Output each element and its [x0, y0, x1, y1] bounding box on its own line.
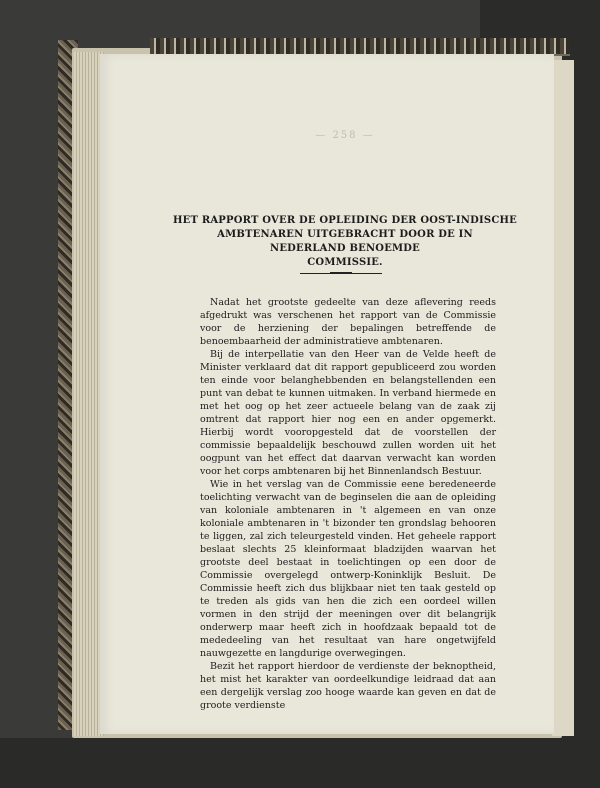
background-bottom [0, 738, 600, 788]
paragraph: Bij de interpellatie van den Heer van de Velde heeft de Minister verklaard dat dit rapport gepubliceerd zou worden ten einde voor belanghebbenden en belangstellenden een punt van debat te kunnen uitmaken. In verband hiermede en met het oog op het zeer actueele belang van de zaak zij omtrent dat rapport hier nog een en ander opgemerkt. Hierbij wordt vooropgesteld dat de voorstellen der commissie bepaaldelijk beschouwd zullen worden uit het oogpunt van het effect dat daarvan verwacht kan worden voor het corps ambtenaren bij het Binnenlandsch Bestuur. [200, 349, 496, 477]
paragraph: Bezit het rapport hierdoor de verdienste der beknoptheid, het mist het karakter van oordeelkundige leidraad dat aan een dergelijk verslag zoo hooge waarde kan geven en dat de groote verdienste [200, 661, 496, 711]
paragraph: Wie in het verslag van de Commissie eene beredeneerde toelichting verwacht van de beginselen die aan de opleiding van koloniale ambtenaren in 't algemeen en van onze koloniale ambtenaren in 't bizonder ten grondslag behooren te liggen, zal zich teleurgesteld vinden. Het geheele rapport beslaat slechts 25 kleinformaat bladzijden waarvan het grootste deel bestaat in toelichtingen op een door de Commissie overgelegd ontwerp-Koninklijk Besluit. De Commissie heeft zich dus blijkbaar niet ten taak gesteld op te treden als gids van hen die zich een oordeel willen vormen in den strijd der meeningen over dit belangrijk onderwerp maar heeft zich in hoofdzaak bepaald tot de mededeeling van het resultaat van hare ongetwijfeld nauwgezette en langdurige overwegingen. [200, 479, 496, 659]
title-line: AMBTENAREN UITGEBRACHT DOOR DE IN [217, 229, 473, 240]
title-line: HET RAPPORT OVER DE OPLEIDING DER OOST-INDISCHE [173, 215, 517, 226]
title-line: COMMISSIE. [307, 257, 383, 268]
title-line: NEDERLAND BENOEMDE [270, 243, 420, 254]
title-divider [300, 273, 382, 274]
facing-page-edge [552, 60, 574, 736]
paragraph: Nadat het grootste gedeelte van deze aflevering reeds afgedrukt was verschenen het rapport van de Commissie voor de herziening der bepalingen betreffende de benoembaarheid der administratieve ambtenaren. [200, 297, 496, 347]
article-title [168, 214, 522, 270]
page-number: — 258 — [315, 130, 375, 141]
article-body [200, 296, 496, 712]
